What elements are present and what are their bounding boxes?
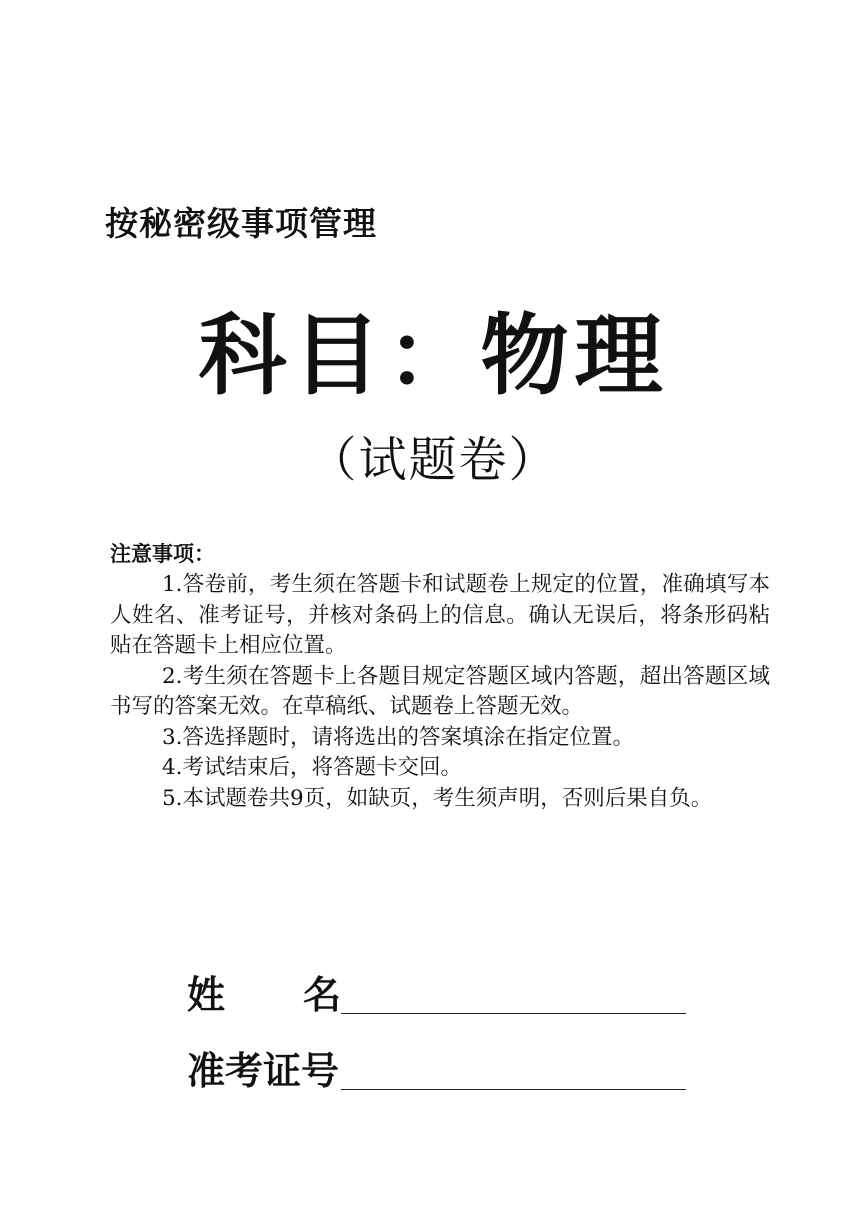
name-label-char-2: 名	[302, 972, 341, 1017]
paper-type-label: （试题卷）	[308, 432, 559, 488]
secret-level-label: 按秘密级事项管理	[105, 204, 377, 243]
notice-section	[110, 538, 770, 814]
notice-item-5: 5.本试题卷共9页，如缺页，考生须声明，否则后果自负。	[162, 785, 713, 811]
ticket-input-line[interactable]	[341, 1043, 686, 1090]
ticket-field-row	[187, 1036, 707, 1096]
notice-item-4: 4.考试结束后，将答题卡交回。	[162, 755, 463, 780]
subject-title: 科目：物理	[198, 303, 669, 407]
notice-item-1: 1.答卷前，考生须在答题卡和试题卷上规定的位置，准确填写本人姓名、准考证号，并核对条码上的信息。确认无误后，将条形码粘贴在答题卡上相应位置。	[110, 572, 770, 658]
name-input-line[interactable]	[341, 967, 686, 1014]
name-label-char-1: 姓	[187, 972, 226, 1017]
notice-title: 注意事项：	[110, 541, 215, 566]
ticket-label	[187, 1046, 341, 1096]
notice-item-3: 3.答选择题时，请将选出的答案填涂在指定位置。	[162, 724, 635, 750]
name-label	[187, 970, 341, 1020]
ticket-label-text: 准考证号	[187, 1048, 340, 1093]
notice-item-2: 2.考生须在答题卡上各题目规定答题区域内答题，超出答题区域书写的答案无效。在草稿纸、试题卷上答题无效。	[110, 663, 770, 719]
name-field-row	[187, 960, 707, 1020]
